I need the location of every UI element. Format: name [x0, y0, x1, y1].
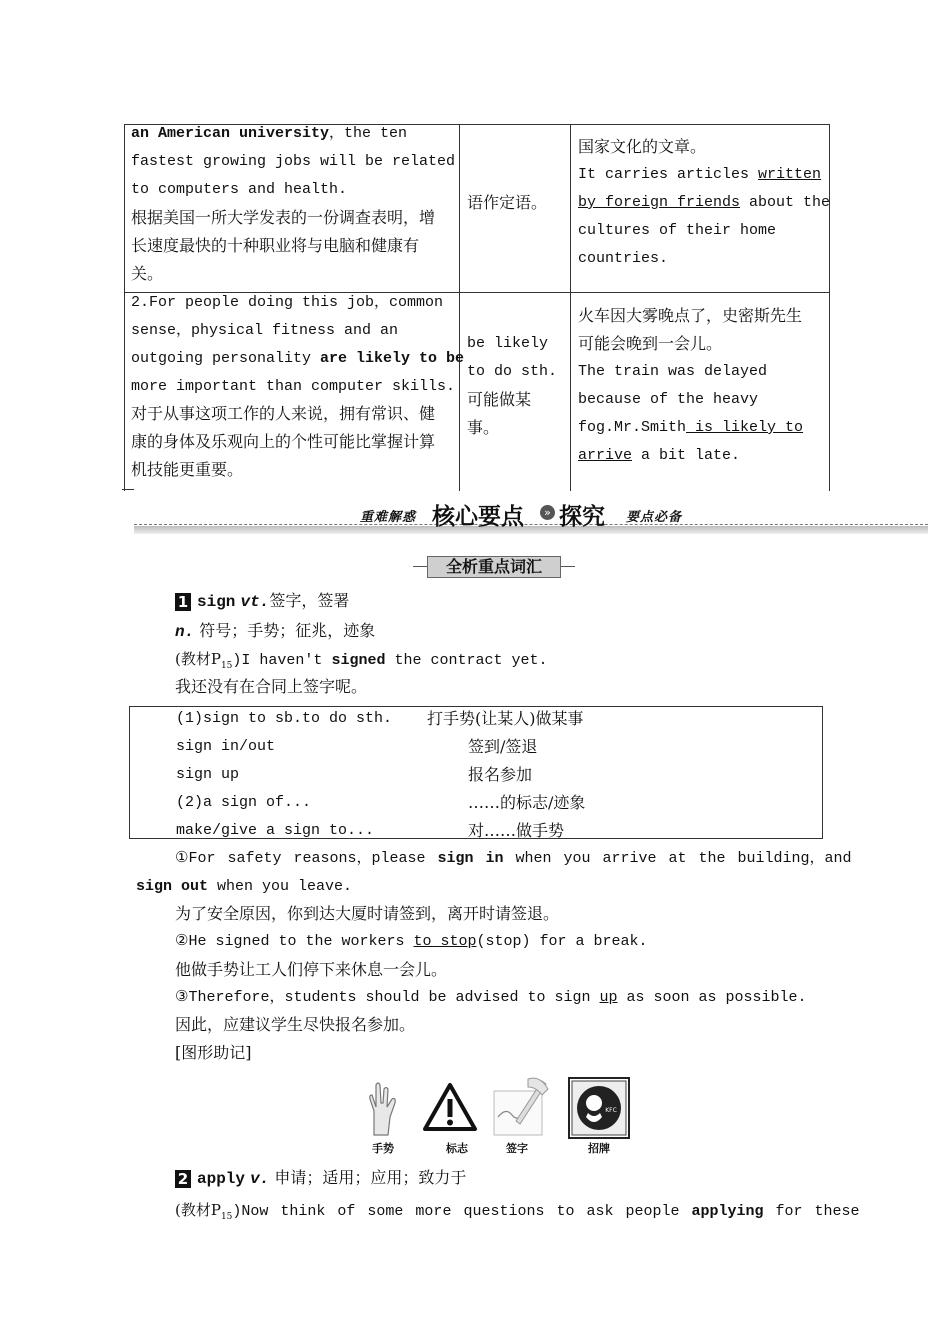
text-segment: ，the ten	[329, 125, 408, 142]
entry-number: 1	[175, 593, 191, 611]
entry-2-heading	[175, 1164, 466, 1192]
source-keyword: applying	[691, 1203, 764, 1220]
text-line	[131, 176, 455, 204]
phrase-en: (2)a sign of...	[176, 794, 312, 811]
underlined-text: by foreign friends	[578, 194, 741, 211]
source-label: (教材P	[175, 650, 221, 668]
example-answer: up	[599, 989, 618, 1006]
text-segment: sense，physical fitness and an	[131, 322, 399, 339]
text-segment: because of the heavy	[578, 391, 759, 408]
banner-right-label: 要点必备	[626, 510, 683, 525]
source-text: )I haven't	[232, 652, 332, 669]
phrase-zh: 打手势(让某人)做某事	[427, 709, 584, 728]
phrase-zh: ……的标志/迹象	[468, 793, 586, 812]
example-keyword: sign out	[136, 878, 209, 895]
text-line: to do sth.	[467, 363, 558, 380]
text-line	[131, 148, 455, 176]
kfc-signboard-icon	[568, 1077, 630, 1139]
example-answer: to stop	[413, 933, 477, 950]
source-text: the contract yet.	[385, 652, 548, 669]
text-segment: fog.Mr.Smith	[578, 419, 687, 436]
text-line: 可能做某	[467, 390, 532, 409]
example-text: (stop) for a break.	[476, 933, 648, 950]
picture-label: 签字	[506, 1142, 528, 1155]
table-row-2-usage-en	[467, 330, 557, 386]
text-segment: more important than computer skills.	[131, 378, 456, 395]
entry-1-source	[175, 645, 547, 673]
phrase-en: sign up	[176, 766, 240, 783]
text-line	[131, 289, 464, 317]
chevron-right-icon: »	[540, 505, 555, 520]
hand-gesture-icon	[352, 1077, 414, 1139]
example-3	[175, 984, 807, 1012]
example-2	[175, 928, 648, 956]
entry-2-source	[175, 1196, 860, 1224]
phrase-box	[129, 706, 823, 839]
table-corner	[122, 489, 134, 490]
entry-pos: vt.	[240, 593, 270, 611]
text-line: 可能会晚到一会儿。	[578, 334, 723, 353]
label-bar	[559, 566, 575, 567]
example-text: ②He signed to the workers	[175, 933, 414, 950]
picture-label: 手势	[372, 1142, 394, 1155]
text-segment: outgoing personality	[131, 350, 321, 367]
table-row-1-usage: 语作定语。	[467, 193, 548, 212]
phrase-en: make/give a sign to...	[176, 822, 375, 839]
entry-pos: v.	[250, 1170, 270, 1188]
text-line: 根据美国一所大学发表的一份调查表明，增	[131, 208, 436, 227]
text-line: be likely	[467, 335, 549, 352]
entry-word: sign	[197, 593, 236, 611]
example-text: ③Therefore，students should be advised to sign	[175, 989, 600, 1006]
example-keyword: sign in	[437, 850, 504, 867]
text-line	[578, 414, 803, 442]
phrase-en: sign in/out	[176, 738, 276, 755]
example-1	[175, 845, 852, 873]
text-segment: countries.	[578, 250, 669, 267]
text-line	[131, 317, 464, 345]
text-segment: 2.For people doing this job，common	[131, 294, 444, 311]
table-row-2-example-en	[578, 358, 803, 470]
phrase-zh: 签到/签退	[468, 737, 538, 756]
text-segment: to computers and health.	[131, 181, 348, 198]
warning-sign-icon	[419, 1077, 481, 1139]
text-line	[578, 189, 830, 217]
source-label: (教材P	[175, 1201, 221, 1219]
text-segment: about the	[740, 194, 831, 211]
banner-dashed-line	[134, 524, 928, 525]
page-subscript: 15	[220, 661, 233, 671]
keyword-text: an American university	[131, 125, 330, 142]
text-line: 长速度最快的十种职业将与电脑和健康有	[131, 236, 420, 255]
text-line: 机技能更重要。	[131, 460, 244, 479]
text-line: 关。	[131, 264, 164, 283]
text-line: 对于从事这项工作的人来说，拥有常识、健	[131, 404, 436, 423]
table-row-1-example-en	[578, 161, 830, 273]
entry-pos: n.	[175, 623, 195, 641]
phrase-en: (1)sign to sb.to do sth.	[176, 710, 393, 727]
example-text: as soon as possible.	[617, 989, 807, 1006]
phrase-zh-list	[468, 733, 585, 845]
example-text: when you arrive at the building，and	[503, 850, 852, 867]
table-row-2-english	[131, 289, 464, 401]
entry-word: apply	[197, 1170, 246, 1188]
banner-title-b: 探究	[559, 504, 605, 530]
table-row-1-english	[131, 120, 455, 204]
text-line: 事。	[467, 418, 500, 437]
underlined-text: is likely to	[686, 419, 804, 436]
phrase-zh: 报名参加	[468, 765, 533, 784]
table-row-2-example-zh	[578, 302, 802, 358]
banner-left-label: 重难解惑	[360, 510, 417, 525]
text-segment: The train was delayed	[578, 363, 768, 380]
underlined-text: arrive	[578, 447, 633, 464]
text-line	[578, 217, 830, 245]
picture-label: 标志	[446, 1142, 468, 1155]
entry-meaning: 符号；手势；征兆，迹象	[199, 621, 376, 640]
entry-meaning: 申请；适用；应用；致力于	[274, 1168, 467, 1187]
phrase-zh: 对……做手势	[468, 821, 565, 840]
example-text: ①For safety reasons，please	[175, 850, 438, 867]
text-line	[131, 345, 464, 373]
source-text: )Now think of some more questions to ask people	[232, 1203, 692, 1220]
text-line	[578, 442, 803, 470]
text-line	[578, 358, 803, 386]
entry-1-translation: 我还没有在合同上签字呢。	[175, 677, 368, 696]
entry-meaning: 签字，签署	[269, 591, 350, 610]
text-segment: cultures of their home	[578, 222, 777, 239]
source-text: for these	[763, 1203, 860, 1220]
banner-shadow	[134, 526, 928, 534]
text-segment: fastest growing jobs will be related	[131, 153, 456, 170]
example-3-translation: 因此，应建议学生尽快报名参加。	[175, 1015, 416, 1034]
mnemonic-label: [图形助记]	[175, 1043, 252, 1062]
entry-number: 2	[175, 1170, 191, 1188]
example-2-translation: 他做手势让工人们停下来休息一会儿。	[175, 960, 448, 979]
keyword-text: are likely to be	[320, 350, 465, 367]
text-segment: a bit late.	[632, 447, 741, 464]
signing-pen-icon	[488, 1077, 550, 1139]
example-1-translation: 为了安全原因，你到达大厦时请签到，离开时请签退。	[175, 904, 560, 923]
kfc-logo-text: KFC	[605, 1107, 617, 1114]
source-keyword: signed	[331, 652, 386, 669]
banner-title-a: 核心要点	[432, 504, 524, 530]
section-label: 全析重点词汇	[427, 556, 561, 578]
page-subscript: 15	[220, 1212, 233, 1222]
section-banner	[134, 498, 928, 538]
example-1-cont	[136, 873, 352, 901]
table-row-2-usage-zh	[467, 386, 531, 442]
picture-label: 招牌	[588, 1142, 610, 1155]
text-line	[131, 373, 464, 401]
underlined-text: written	[758, 166, 822, 183]
entry-1-noun-meaning	[175, 617, 375, 645]
text-line	[578, 386, 803, 414]
example-text: when you leave.	[208, 878, 353, 895]
table-row-1-example-zh: 国家文化的文章。	[578, 137, 707, 156]
text-line	[131, 120, 455, 148]
text-line: 康的身体及乐观向上的个性可能比掌握计算	[131, 432, 436, 451]
table-row-1-chinese	[131, 204, 435, 288]
text-segment: It carries articles	[578, 166, 759, 183]
section-label-box	[413, 556, 575, 578]
table-divider	[570, 125, 571, 491]
text-line	[578, 245, 830, 273]
table-row-2-chinese	[131, 400, 435, 484]
entry-1-heading	[175, 587, 349, 615]
text-line	[578, 161, 830, 189]
phrase-list	[176, 705, 392, 845]
text-line: 火车因大雾晚点了，史密斯先生	[578, 306, 803, 325]
